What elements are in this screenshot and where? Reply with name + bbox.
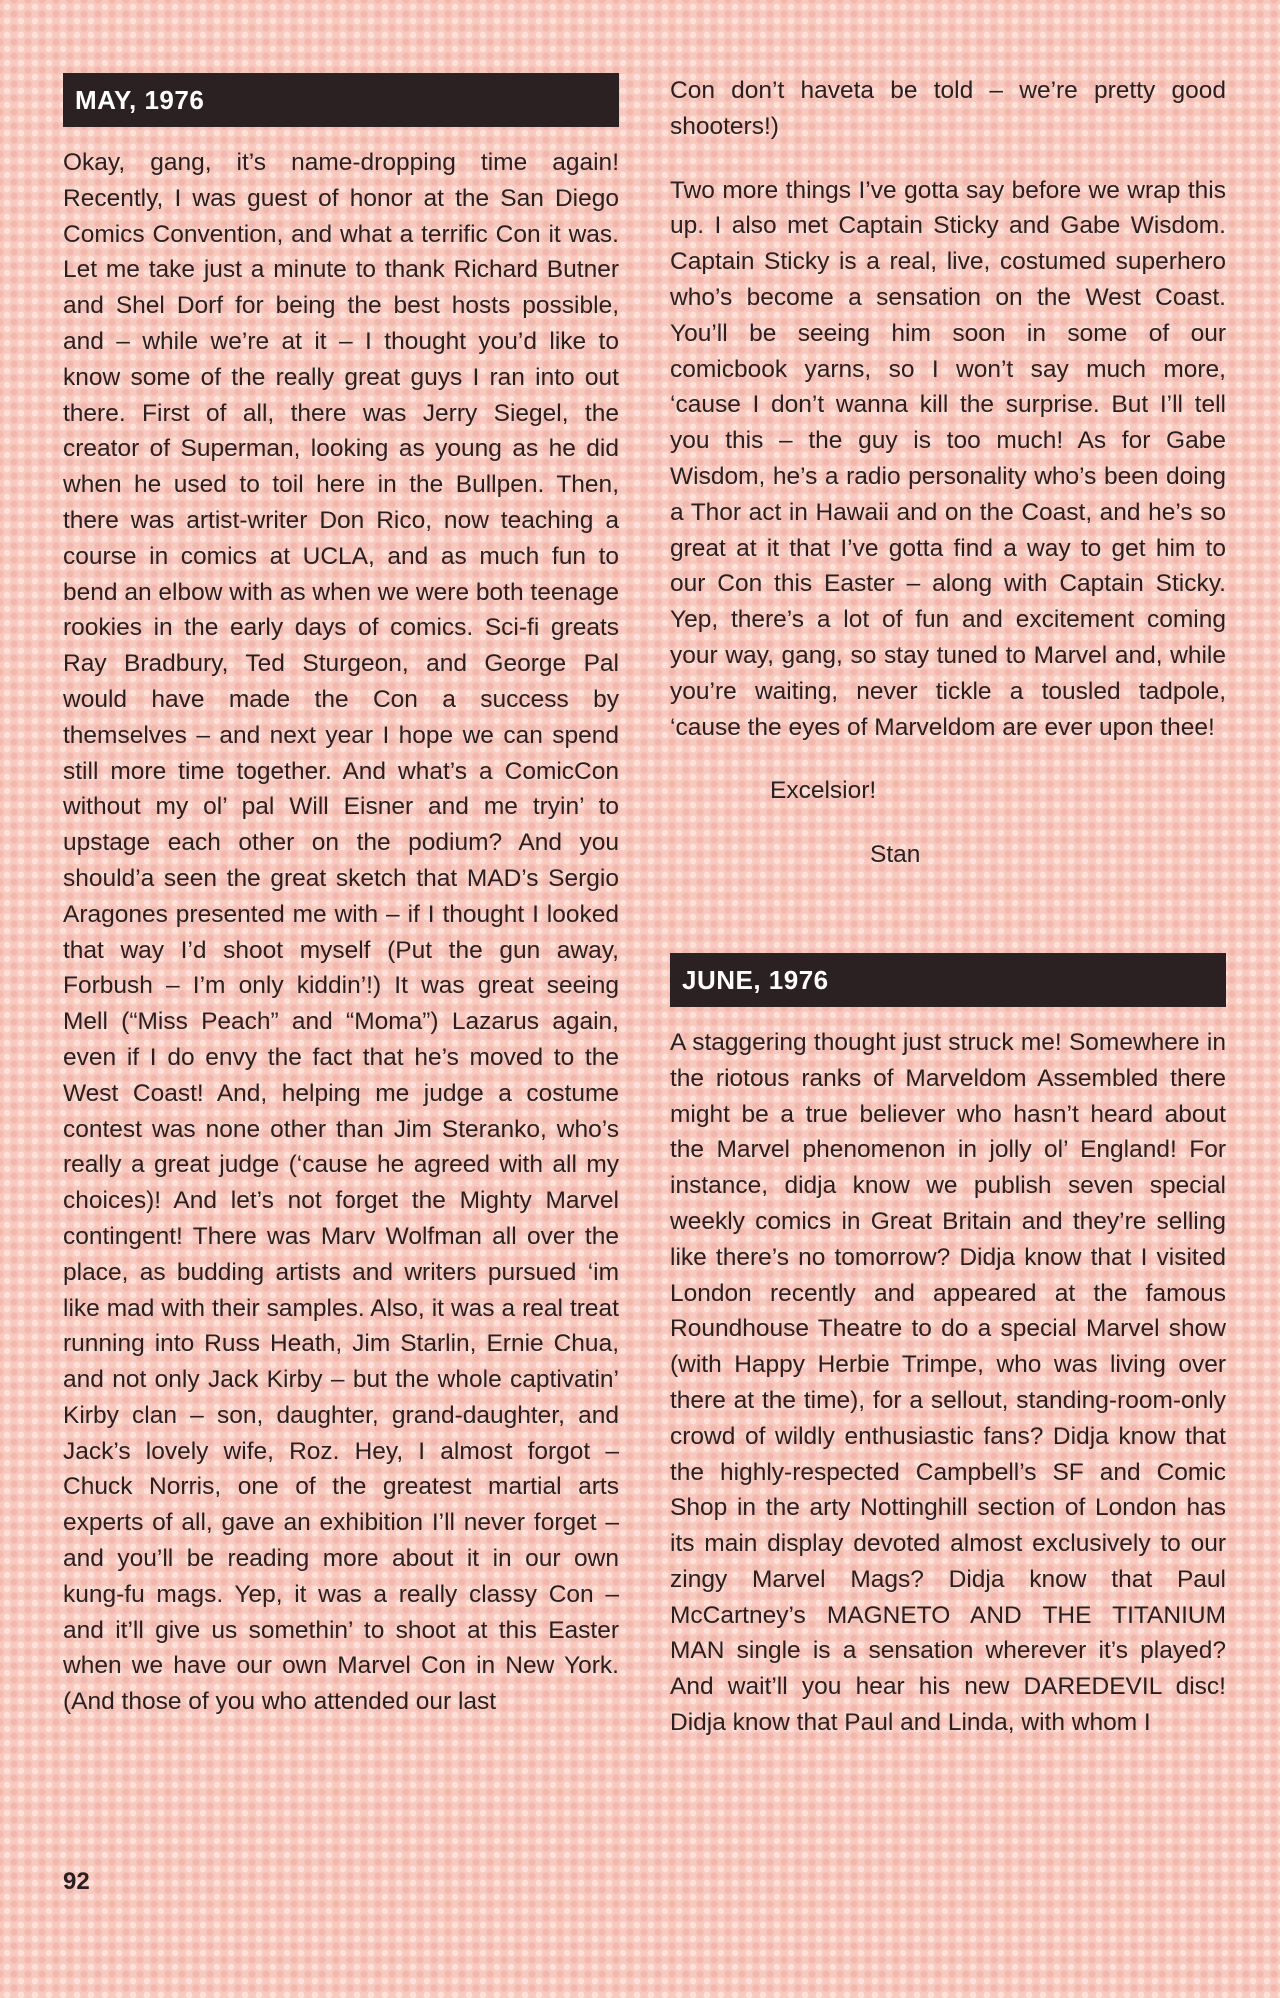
may-1976-header: MAY, 1976 <box>63 73 619 127</box>
may-1976-body: Okay, gang, it’s name-dropping time again! Recently, I was guest of honor at the San Diego Comics Convention, and what a terrific Con it was. Let me take just a minute to thank Richard Butner and Shel Dorf for being the best hosts possible, and – while we’re at it – I thought you’d like to know some of the really great guys I ran into out there. First of all, there was Jerry Siegel, the creator of Superman, looking as young as he did when he used to toil here in the Bullpen. Then, there was artist-writer Don Rico, now teaching a course in comics at UCLA, and as much fun to bend an elbow with as when we were both teenage rookies in the early days of comics. Sci-fi greats Ray Bradbury, Ted Sturgeon, and George Pal would have made the Con a success by themselves – and next year I hope we can spend still more time together. And what’s a ComicCon without my ol’ pal Will Eisner and me tryin’ to upstage each other on the podium? And you should’a seen the great sketch that MAD’s Sergio Aragones presented me with – if I thought I looked that way I’d shoot myself (Put the gun away, Forbush – I’m only kiddin’!) It was great seeing Mell (“Miss Peach” and “Moma”) Lazarus again, even if I do envy the fact that he’s moved to the West Coast! And, helping me judge a costume contest was none other than Jim Steranko, who’s really a great judge (‘cause he agreed with all my choices)! And let’s not forget the Mighty Marvel contingent! There was Marv Wolfman all over the place, as budding artists and writers pursued ‘im like mad with their samples. Also, it was a real treat running into Russ Heath, Jim Starlin, Ernie Chua, and not only Jack Kirby – but the whole captivatin’ Kirby clan – son, daughter, grand-daughter, and Jack’s lovely wife, Roz. Hey, I almost forgot – Chuck Norris, one of the greatest martial arts experts of all, gave an exhibition I’ll never forget – and you’ll be reading more about it in our own kung-fu mags. Yep, it was a really classy Con – and it’ll give us somethin’ to shoot at this Easter when we have our own Marvel Con in New York. (And those of you who attended our last <box>63 149 619 1716</box>
left-column <box>63 73 619 1720</box>
june-1976-header: JUNE, 1976 <box>670 953 1226 1007</box>
may-1976-paragraph-2: Two more things I’ve gotta say before we wrap this up. I also met Captain Sticky and Gabe Wisdom. Captain Sticky is a real, live, costumed superhero who’s become a sensation on the West Coast. You’ll be seeing him soon in some of our comicbook yarns, so I won’t say much more, ‘cause I don’t wanna kill the surprise. But I’ll tell you this – the guy is too much! As for Gabe Wisdom, he’s a radio personality who’s been doing a Thor act in Hawaii and on the Coast, and he’s so great at it that I’ve gotta find a way to get him to our Con this Easter – along with Captain Sticky. Yep, there’s a lot of fun and excitement coming your way, gang, so stay tuned to Marvel and, while you’re waiting, never tickle a tousled tadpole, ‘cause the eyes of Marveldom are ever upon thee! <box>670 176 1226 741</box>
june-1976-body: A staggering thought just struck me! Somewhere in the riotous ranks of Marveldom Assembled there might be a true believer who hasn’t heard about the Marvel phenomenon in jolly ol’ England! For instance, didja know we publish seven special weekly comics in Great Britain and they’re selling like there’s no tomorrow? Didja know that I visited London recently and appeared at the famous Roundhouse Theatre to do a special Marvel show (with Happy Herbie Trimpe, who was living over there at the time), for a sellout, standing-room-only crowd of wildly enthusiastic fans? Didja know that the highly-respected Campbell’s SF and Comic Shop in the arty Nottinghill section of London has its main display devoted almost exclusively to our zingy Marvel Mags? Didja know that Paul McCartney’s MAGNETO AND THE TITANIUM MAN single is a sensation wherever it’s played? And wait’ll you hear his new DAREDEVIL disc! Didja know that Paul and Linda, with whom I <box>670 1028 1226 1737</box>
signature-stan: Stan <box>870 841 921 869</box>
page-number: 92 <box>63 1868 90 1895</box>
right-column <box>670 73 1226 1741</box>
signoff-excelsior: Excelsior! <box>770 777 877 805</box>
may-1976-continuation: Con don’t haveta be told – we’re pretty good shooters!) <box>670 77 1226 140</box>
